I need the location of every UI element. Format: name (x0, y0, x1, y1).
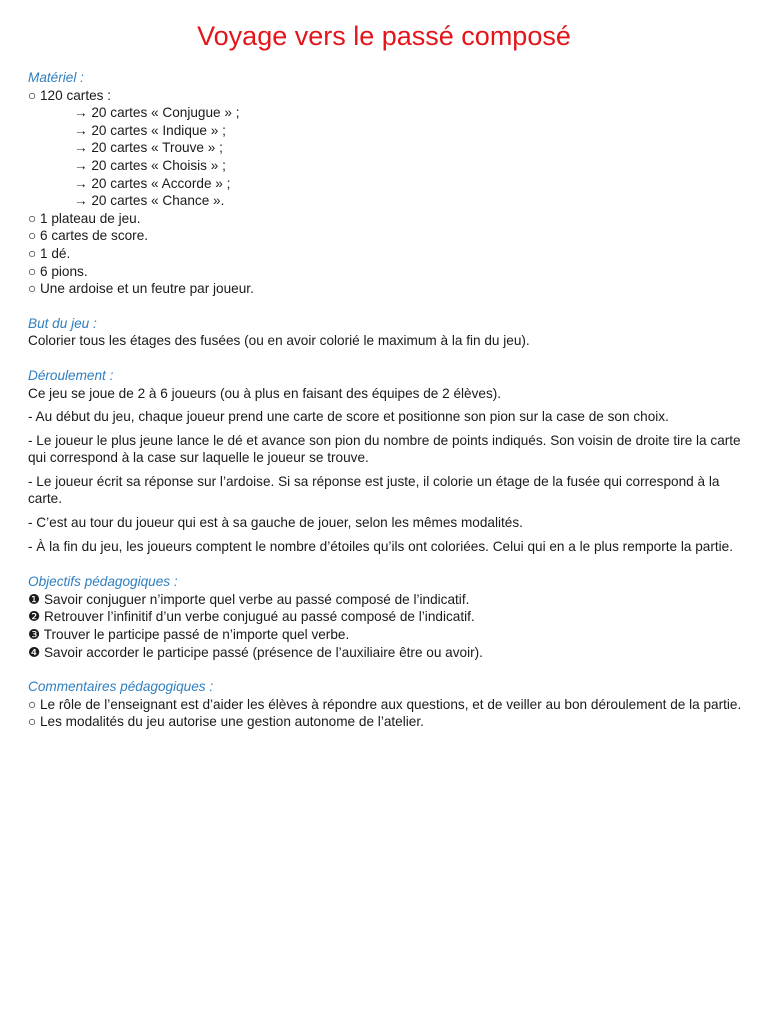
deroulement-step: - Le joueur écrit sa réponse sur l’ardoise. Si sa réponse est juste, il colorie un étage de la fusée qui correspond à la carte. (28, 473, 720, 507)
heading-objectifs: Objectifs pédagogiques : (28, 574, 178, 590)
section-objectifs (28, 573, 746, 661)
spacer (28, 298, 746, 315)
deroulement-step: - Le joueur le plus jeune lance le dé et avance son pion du nombre de points indiqués. Son voisin de droite tire la carte qui correspond à la case sur laquelle le joueur se trouve. (28, 432, 741, 466)
materiel-subitem: → 20 cartes « Indique » ; (74, 122, 226, 138)
deroulement-step: - À la fin du jeu, les joueurs comptent le nombre d’étoiles qu’ils ont coloriées. Celui qui en a le plus remporte la partie. (28, 538, 733, 554)
materiel-item: ○ 6 cartes de score. (28, 228, 149, 244)
objectif-item: ❶ Savoir conjuguer n’importe quel verbe au passé composé de l’indicatif. (28, 591, 470, 607)
objectif-item: ❸ Trouver le participe passé de n’importe quel verbe. (28, 627, 350, 643)
document-title: Voyage vers le passé composé (197, 21, 571, 51)
deroulement-intro: Ce jeu se joue de 2 à 6 joueurs (ou à plus en faisant des équipes de 2 élèves). (28, 385, 502, 401)
deroulement-step: - Au début du jeu, chaque joueur prend une carte de score et positionne son pion sur la case de son choix. (28, 409, 669, 425)
deroulement-step: - C’est au tour du joueur qui est à sa gauche de jouer, selon les mêmes modalités. (28, 515, 523, 531)
objectif-item: ❹ Savoir accorder le participe passé (présence de l’auxiliaire être ou avoir). (28, 644, 483, 660)
commentaire-item: ○ Le rôle de l’enseignant est d’aider les élèves à répondre aux questions, et de veiller au bon déroulement de la partie. (28, 696, 742, 712)
materiel-item: ○ 1 plateau de jeu. (28, 210, 141, 226)
materiel-item: ○ 6 pions. (28, 263, 88, 279)
materiel-subitem: → 20 cartes « Accorde » ; (74, 175, 231, 191)
heading-materiel: Matériel : (28, 70, 84, 85)
materiel-item: ○ 1 dé. (28, 245, 71, 261)
section-deroulement (28, 367, 746, 555)
section-materiel (28, 69, 746, 298)
section-commentaires (28, 678, 746, 731)
materiel-item: ○ Une ardoise et un feutre par joueur. (28, 281, 254, 297)
heading-commentaires: Commentaires pédagogiques : (28, 679, 214, 695)
but-text: Colorier tous les étages des fusées (ou en avoir colorié le maximum à la fin du jeu). (28, 333, 530, 349)
objectif-item: ❷ Retrouver l’infinitif d’un verbe conjugué au passé composé de l’indicatif. (28, 609, 475, 625)
commentaire-item: ○ Les modalités du jeu autorise une gestion autonome de l’atelier. (28, 714, 424, 730)
materiel-item: ○ 120 cartes : (28, 87, 112, 103)
spacer (28, 555, 746, 573)
section-but (28, 315, 746, 350)
materiel-subitem: → 20 cartes « Chance ». (74, 193, 225, 209)
document-body (28, 69, 746, 731)
heading-but: But du jeu : (28, 315, 97, 331)
heading-deroulement: Déroulement : (28, 367, 114, 383)
materiel-subitem: → 20 cartes « Conjugue » ; (74, 105, 240, 121)
spacer (28, 661, 746, 678)
materiel-subitem: → 20 cartes « Trouve » ; (74, 140, 223, 156)
materiel-subitem: → 20 cartes « Choisis » ; (74, 157, 226, 173)
spacer (28, 350, 746, 367)
